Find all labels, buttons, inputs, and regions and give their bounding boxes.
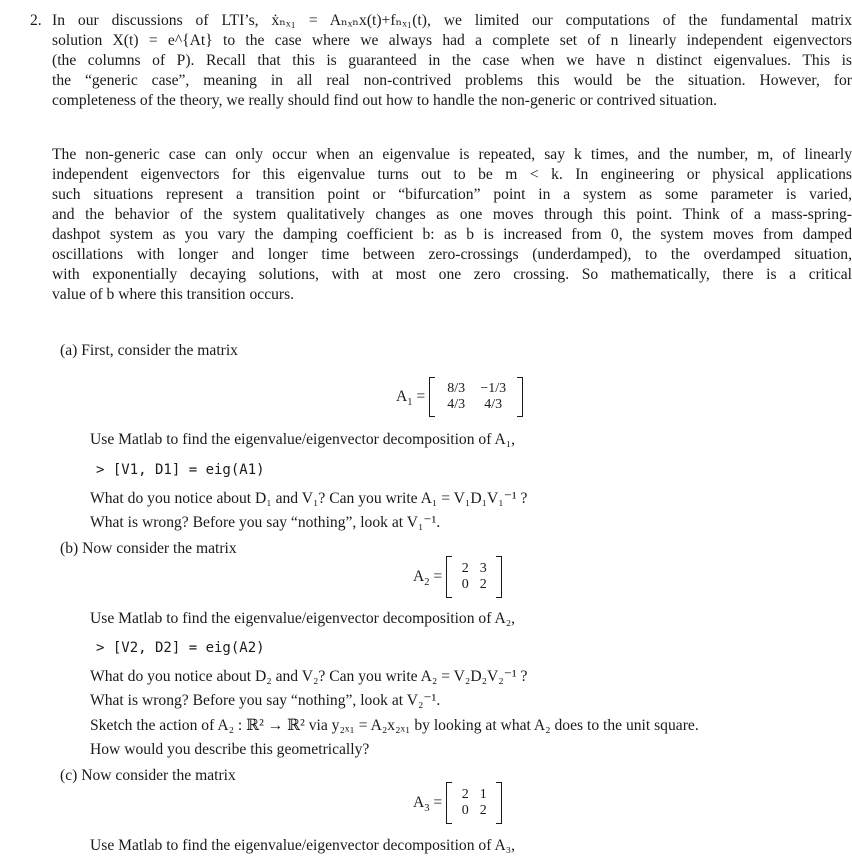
matrix-cell: −1/3 [480, 381, 507, 396]
matrix-cell: 2 [461, 561, 469, 576]
intro-line: solution X(t) = e^{At} to the case where we always had a complete set of n linearly independent eigenvectors [52, 32, 852, 49]
intro-paragraph [52, 11, 852, 111]
matrix-a1 [396, 377, 523, 417]
part-b-q1: What do you notice about D₂ and V₂? Can you write A₂ = V₂D₂V₂⁻¹ ? [90, 668, 528, 685]
matrix-a1-name: $A_1$ = [396, 388, 426, 409]
matrix-cell: 1 [479, 787, 487, 802]
intro-line: In our discussions of LTI’s, ẋₙₓ₁ = Aₙₓₙx(t)+fₙₓ₁(t), we limited our computations of the fundamental matrix [52, 12, 852, 29]
intro-line: (the columns of P). Recall that this is guaranteed in the case when we have n distinct eigenvalues. This is [52, 52, 852, 69]
matrix-cell: 4/3 [447, 397, 466, 412]
p2-line: The non-generic case can only occur when an eigenvalue is repeated, say k times, and the number, m, of linearly [52, 146, 852, 163]
matrix-a1-cells [435, 381, 517, 413]
part-b-line1: Use Matlab to find the eigenvalue/eigenvector decomposition of A₂, [90, 610, 516, 627]
p2-line: such situations represent a transition point or “bifurcation” point in a system as some parameter is varied, [52, 186, 852, 203]
matrix-cell: 4/3 [484, 397, 503, 412]
bracket-right [496, 556, 502, 598]
matrix-cell: 8/3 [447, 381, 466, 396]
matrix-cell: 2 [479, 577, 487, 592]
p2-line: dashpot system as you vary the damping coefficient b: as b is increased from 0, the system moves from damped [52, 226, 852, 243]
bracket-right [496, 782, 502, 824]
matrix-a2-cells [452, 561, 496, 593]
p2-line: and the behavior of the system qualitatively changes as one moves through this point. Think of a mass-spring- [52, 206, 852, 223]
p2-line: with exponentially decaying solutions, with at most one zero crossing. So mathematically, there is a critical [52, 266, 852, 283]
problem-number: 2. [30, 12, 42, 29]
part-a-q2: What is wrong? Before you say “nothing”, look at V₁⁻¹. [90, 514, 441, 531]
part-a-code: > [V1, D1] = eig(A1) [96, 462, 265, 478]
part-b-q4: How would you describe this geometrically? [90, 741, 370, 758]
p2-line: value of b where this transition occurs. [52, 286, 295, 303]
part-a-line1: Use Matlab to find the eigenvalue/eigenvector decomposition of A₁, [90, 431, 516, 448]
matrix-a2 [413, 556, 502, 598]
matrix-a2-name: $A_2$ = [413, 568, 443, 589]
p2-line: oscillations with longer and longer time between zero-crossings (underdamped), to the overdamped situation, [52, 246, 852, 263]
intro-line: the “generic case”, meaning in all real non-contrived problems this would be the situation. However, for [52, 72, 852, 89]
matrix-cell: 2 [479, 803, 487, 818]
matrix-a3-cells [452, 787, 496, 819]
p2-line: independent eigenvectors for this eigenvalue turns out to be m < k. In engineering or physical applications [52, 166, 852, 183]
bracket-right [517, 377, 523, 417]
matrix-cell: 2 [461, 787, 469, 802]
matrix-cell: 0 [461, 577, 469, 592]
matrix-a3-name: $A_3$ = [413, 794, 443, 815]
matrix-cell: 0 [461, 803, 469, 818]
part-c-label: (c) Now consider the matrix [60, 767, 236, 784]
matrix-cell: 3 [479, 561, 487, 576]
part-b-q3: Sketch the action of A₂ : ℝ² → ℝ² via y₂ₓ₁ = A₂x₂ₓ₁ by looking at what A₂ does to the unit square. [90, 717, 699, 734]
part-a-q1: What do you notice about D₁ and V₁? Can you write A₁ = V₁D₁V₁⁻¹ ? [90, 490, 528, 507]
part-c-line1: Use Matlab to find the eigenvalue/eigenvector decomposition of A₃, [90, 837, 516, 854]
part-b-q2: What is wrong? Before you say “nothing”, look at V₂⁻¹. [90, 692, 441, 709]
matrix-a3 [413, 782, 502, 824]
part-b-label: (b) Now consider the matrix [60, 540, 237, 557]
intro-line: completeness of the theory, we really should find out how to handle the non-generic or contrived situation. [52, 92, 718, 109]
part-a-label: (a) First, consider the matrix [60, 342, 238, 359]
nongeneric-paragraph [52, 145, 852, 305]
part-b-code: > [V2, D2] = eig(A2) [96, 640, 265, 656]
